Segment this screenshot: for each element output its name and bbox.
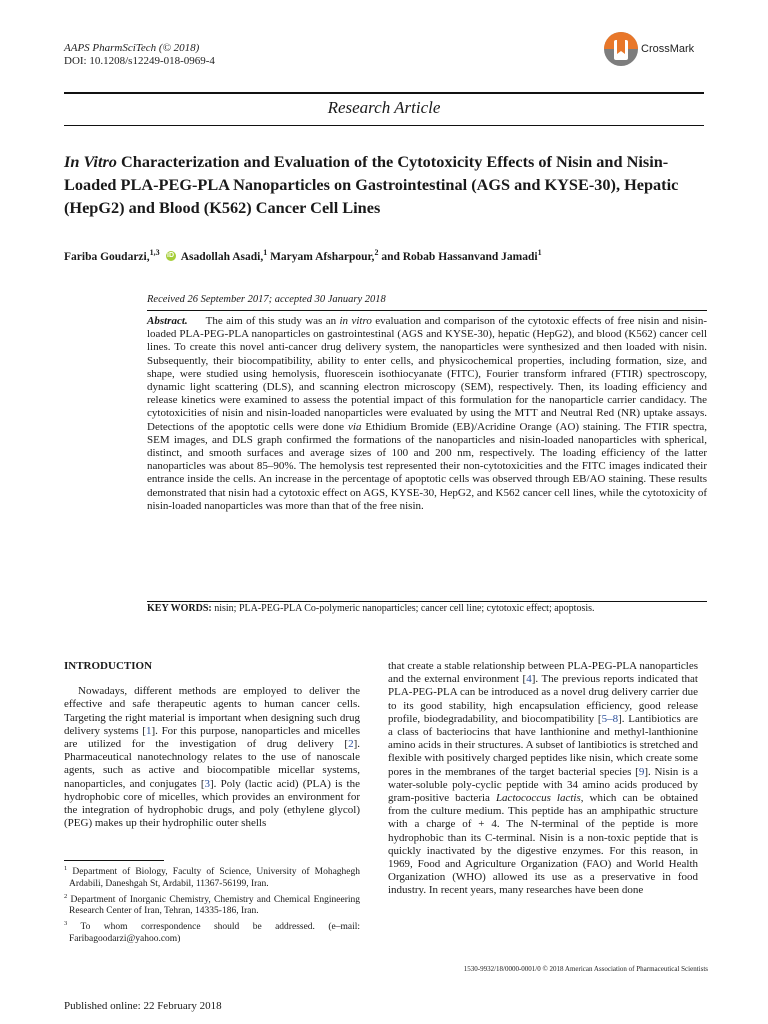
author-3: Maryam Afsharpour, xyxy=(270,250,375,263)
crossmark-icon xyxy=(603,31,639,67)
footnote-rule xyxy=(64,860,164,861)
citation-link[interactable]: 5–8 xyxy=(601,712,619,725)
author-list xyxy=(64,248,724,263)
copyright-line: 1530-9932/18/0000-0001/0 © 2018 American Association of Pharmaceutical Scientists xyxy=(463,965,708,973)
footnote-3-num: 3 xyxy=(64,920,68,928)
keywords-label: KEY WORDS: xyxy=(147,603,212,614)
intro-heading: INTRODUCTION xyxy=(64,660,153,672)
section-rule xyxy=(64,125,704,126)
intro-text: ]. The previous reports indicated that PLA-PEG-PLA can be introduced as a novel drug delivery carrier due to its good stability, high encapsulation efficiency, good release profile, biodegradability, and biocompatibility [ xyxy=(388,673,698,725)
footnote-1-text: Department of Biology, Faculty of Science, University of Mohaghegh Ardabili, Daneshgah St, Ardabil, 11367-56199, Iran. xyxy=(69,867,361,889)
author-4-affil: 1 xyxy=(537,248,542,257)
abstract-text-1: The aim of this study was an xyxy=(205,315,340,327)
right-column xyxy=(388,660,698,898)
abstract-top-rule xyxy=(147,310,707,311)
crossmark-badge[interactable] xyxy=(603,30,713,68)
citation-link[interactable]: 3 xyxy=(204,777,211,790)
author-3-affil: 2 xyxy=(374,248,379,257)
title-text: Characterization and Evaluation of the Cytotoxicity Effects of Nisin and Nisin-Loaded PLA-PEG-PLA Nanoparticles on Gastrointestinal (AGS and KYSE-30), Hepatic (HepG2) and Blood (K562) Cancer Cell Lines xyxy=(64,152,679,217)
received-dates: Received 26 September 2017; accepted 30 January 2018 xyxy=(147,294,386,305)
footnote-2-text: Department of Inorganic Chemistry, Chemistry and Chemical Engineering Research Center of Iran, Tehran, 14335-186, Iran. xyxy=(69,894,360,917)
citation-link[interactable]: 4 xyxy=(526,673,532,686)
author-2-affil: 1 xyxy=(263,248,268,257)
orcid-mark: iD xyxy=(167,252,174,260)
doi[interactable]: DOI: 10.1208/s12249-018-0969-4 xyxy=(64,55,215,67)
intro-text: Nowadays, different methods are employed to deliver the effective and safe therapeutic agents to human cancer cells. Targeting the right material is important when designing such drug delivery systems [ xyxy=(64,685,360,737)
journal-name: AAPS PharmSciTech (© 2018) xyxy=(64,42,200,54)
citation-link[interactable]: 2 xyxy=(348,738,354,751)
keywords-text: nisin; PLA-PEG-PLA Co-polymeric nanoparticles; cancer cell line; cytotoxic effect; apoptosis. xyxy=(211,603,595,614)
title-italic: In Vitro xyxy=(64,152,117,171)
abstract-text-2: evaluation and comparison of the cytotoxic effects of free nisin and nisin-loaded PLA-PEG-PLA nanoparticles on gastrointestinal (AGS and KYSE-30), hepatic (HepG2), and blood (K562) cancer cell lines. To create this novel anti-cancer drug delivery system, the nanoparticles were synthesized and then loaded with nisin. Subsequently, their biocompatibility, ability to enter cells, and physicochemical properties, including formation, size, and shape, were studied using hemolysis, fluorescein isothiocyanate (FITC), Fourier transform infrared (FTIR) spectroscopy, dynamic light scattering (DLS), and scanning electron microscopy (SEM), respectively. Then, its loading efficiency and release kinetics were examined to assess the potential impact of this formulation for the nanoparticle carrier candidacy. The cytotoxicities of nisin and nisin-loaded nanoparticles were evaluated by using the MTT and Neutral Red (NR) uptake assays. Detections of the apoptotic cells were done xyxy=(147,315,707,433)
header-rule xyxy=(64,92,704,94)
intro-text: ]. Lantibiotics are a class of bacteriocins that have lanthionine and methyl-lanthionine amino acids in their structures. A subset of lantibiotics is stretched and flexible with positively charged peptides like nisin, which create some pores in the membranes of the target bacterial species [ xyxy=(388,712,698,778)
footnote-3 xyxy=(64,918,360,946)
intro-text: , which can be obtained from the culture medium. This peptide has an amphipathic structure with a charge of + 4. The N-terminal of the peptide is more hydrophobic than its C-terminal. Nisin is a non-toxic peptide that is quickly inactivated by the digestive enzymes. For this reason, in 1969, Food and Agriculture Organization (FAO) and World Health Organization (WHO) allowed its use as a preservative in food industry. In recent years, many researches have been done xyxy=(388,792,698,897)
species-name: Lactococcus lactis xyxy=(495,792,581,805)
footnote-1 xyxy=(64,863,360,891)
intro-text: ]. Poly (lactic acid) (PLA) is the hydrophobic core of micelles, which provides an environment for the integration of hydrophobic drugs, and poly (ethylene glycol) (PEG) makes up their hydrophilic outer shells xyxy=(64,777,360,830)
intro-paragraph-cont xyxy=(388,660,698,898)
author-1: Fariba Goudarzi, xyxy=(64,250,150,263)
abstract-label: Abstract. xyxy=(147,315,188,327)
author-4: and Robab Hassanvand Jamadi xyxy=(381,250,538,263)
footnotes xyxy=(64,863,360,946)
left-column xyxy=(64,660,360,830)
intro-text: ]. Nisin is a water-soluble poly-cyclic peptide with 34 amino acids produced by gram-positive bacteria xyxy=(388,765,698,805)
footnote-2-num: 2 xyxy=(64,892,68,900)
orcid-icon[interactable] xyxy=(166,251,176,261)
intro-text: ]. Pharmaceutical nanotechnology relates to the use of nanoscale agents, such as active and biocompatible micellar systems, nanoparticles, and conjugates [ xyxy=(64,738,360,790)
abstract-italic-1: in vitro xyxy=(339,315,372,327)
keywords xyxy=(147,603,707,615)
crossmark-label: CrossMark xyxy=(641,43,695,55)
author-1-affil: 1,3 xyxy=(149,248,160,257)
intro-paragraph-1 xyxy=(64,685,360,830)
article-title xyxy=(64,150,704,219)
abstract-text-3: Ethidium Bromide (EB)/Acridine Orange (AO) staining. The FTIR spectra, SEM images, and DLS graph confirmed the formations of the nanoparticles and nisin-loaded nanoparticles with spherical, distinct, and smooth surfaces and average sizes of 100 and 200 nm, respectively. The loading efficiency of the latter nanoparticles was about 85–90%. The hemolysis test represented their non-cytotoxicities and the FITC images indicated their entrance inside the cells. An increase in the percentage of apoptotic cells was observed through EB/AO staining. These results demonstrated that nisin had a cytotoxic effect on AGS, KYSE-30, HepG2, and K562 cancer cell lines, while the cytotoxicity of nisin-loaded nanoparticles was more than that of the free nisin. xyxy=(147,420,707,512)
abstract xyxy=(147,315,707,513)
intro-text: that create a stable relationship between PLA-PEG-PLA nanoparticles and the external environment [ xyxy=(388,660,698,686)
published-date: Published online: 22 February 2018 xyxy=(64,1000,222,1012)
footnote-2 xyxy=(64,891,360,919)
abstract-bottom-rule xyxy=(147,601,707,602)
abstract-italic-2: via xyxy=(348,420,362,433)
author-2: Asadollah Asadi, xyxy=(180,250,264,263)
journal-info xyxy=(64,42,215,68)
citation-link[interactable]: 9 xyxy=(638,765,645,778)
footnote-3-text: To whom correspondence should be addressed. (e–mail: Faribagoodarzi@yahoo.com) xyxy=(69,922,360,944)
article-type: Research Article xyxy=(327,98,441,117)
citation-link[interactable]: 1 xyxy=(145,724,152,737)
footnote-1-num: 1 xyxy=(64,865,68,872)
intro-text: ]. For this purpose, nanoparticles and micelles are utilized for the investigation of drug delivery [ xyxy=(64,724,360,751)
